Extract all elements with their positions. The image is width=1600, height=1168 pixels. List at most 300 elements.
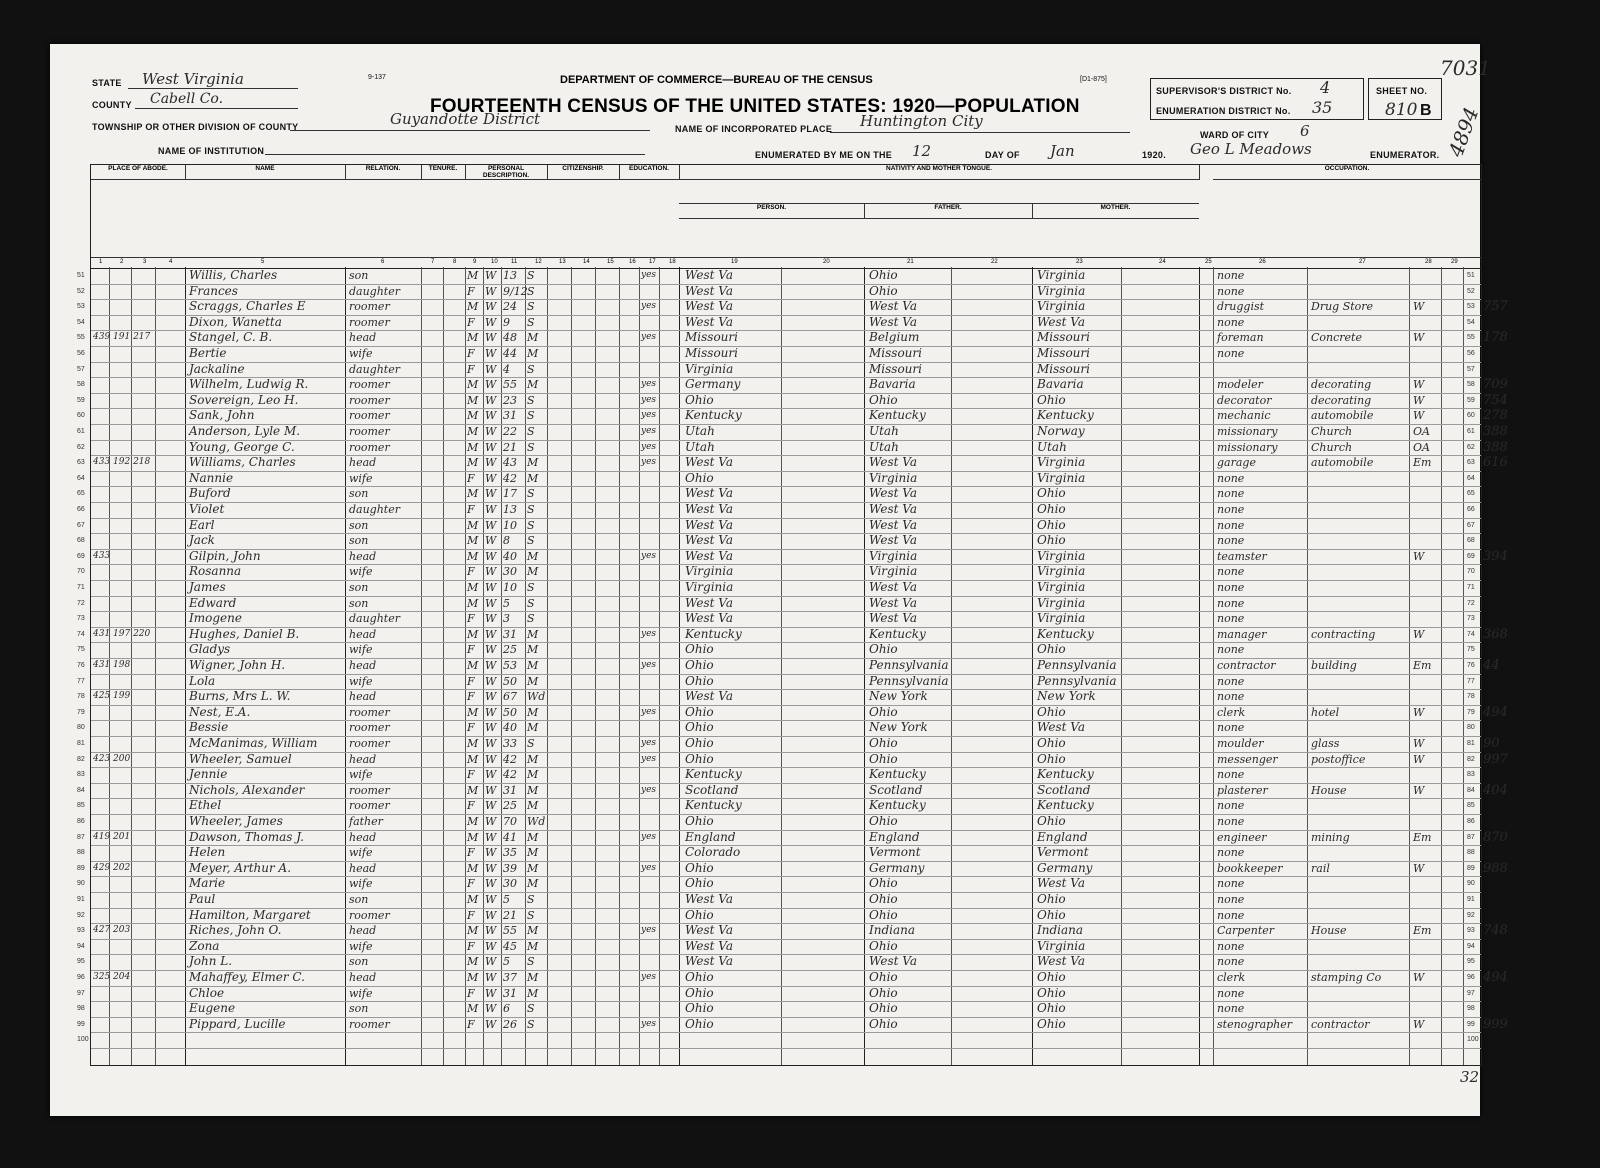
cell-race: W [485,269,497,282]
row-number: 79 [77,708,85,716]
cell-pob: Kentucky [685,408,742,423]
cell-dw [93,814,185,830]
cell-race: W [485,315,497,329]
column-number: 26 [1259,259,1266,265]
cell-rel: daughter [349,362,400,376]
cell-race: W [485,893,497,906]
cell-cls: Em [1413,924,1432,938]
cell-name: Wheeler, Samuel [189,751,292,766]
cell-name: Wigner, John H. [189,658,286,672]
table-row [77,876,1481,893]
cell-race: W [485,986,497,1000]
cell-ms: M [527,861,539,875]
cell-eng [641,642,677,658]
cell-sex: F [467,846,475,860]
cell-cls [1413,939,1441,955]
cell-ind: decorating [1311,393,1372,407]
cell-name: Scraggs, Charles E [189,299,306,314]
row-number: 80 [77,724,85,732]
cell-sex: F [467,877,475,891]
cell-sex: M [467,752,479,766]
cell-pob: Ohio [685,814,714,828]
cell-rel: roomer [349,315,390,329]
cell-mpob: Ohio [1037,704,1066,719]
cell-dw [93,393,185,409]
cell-age [503,1032,525,1048]
cell-trade: none [1217,690,1245,704]
cell-ms: S [527,362,535,376]
cell-dw: 431 198 [93,660,131,670]
row-number-right: 61 [1467,428,1475,435]
enumerator-label: ENUMERATOR. [1370,150,1440,160]
cell-rel: wife [349,471,373,485]
supervisor-label: SUPERVISOR'S DISTRICT No. [1156,86,1292,96]
row-number: 93 [77,927,85,935]
cell-dw [93,720,185,736]
cell-ind [1311,268,1407,284]
cell-eng: yes [641,925,657,936]
cell-age: 43 [503,456,517,470]
cell-dw [93,908,185,924]
group-tenure: TENURE. [421,165,466,180]
cell-name: Williams, Charles [189,455,296,470]
cell-eng: yes [641,441,657,452]
cell-pob: West Va [685,486,733,501]
margin-code: 388 [1483,424,1508,439]
cell-ind [1311,362,1407,378]
row-number-right: 82 [1467,755,1475,763]
cell-eng: yes [641,550,657,561]
cell-eng [641,845,677,861]
cell-cls: W [1413,737,1425,750]
cell-fpob: Utah [869,424,899,438]
row-number: 77 [77,677,85,685]
margin-code: 748 [1483,923,1508,939]
table-row [77,954,1481,971]
cell-name: Sovereign, Leo H. [189,392,299,407]
row-number-right: 92 [1467,911,1475,919]
cell-age: 40 [503,549,517,563]
cell-cls [1413,268,1441,284]
column-number: 29 [1451,259,1458,265]
cell-fpob: Indiana [869,923,916,938]
cell-pob: Ohio [685,736,714,750]
row-number: 85 [77,802,85,810]
row-number: 86 [77,818,85,825]
cell-sex: F [467,315,475,329]
cell-cls: W [1413,627,1425,641]
cell-age: 31 [503,627,517,641]
cell-age: 40 [503,721,517,735]
cell-ind [1311,284,1407,300]
cell-race: W [485,721,497,735]
table-row [77,642,1481,659]
cell-dw [93,377,185,393]
row-number-right: 62 [1467,443,1475,451]
cell-cls [1413,284,1441,300]
cell-eng [641,362,677,378]
cell-trade: engineer [1217,830,1267,844]
cell-ms: M [527,659,539,672]
row-number-right: 90 [1467,880,1475,888]
cell-pob: Ohio [685,720,714,735]
row-number: 63 [77,459,85,467]
cell-fpob: New York [869,720,928,735]
margin-code: 394 [1483,548,1508,564]
cell-fpob: Kentucky [869,798,926,813]
cell-rel: roomer [349,799,390,813]
cell-ms: M [527,378,539,392]
row-number-right: 51 [1467,272,1475,279]
cell-ms: M [527,846,539,860]
cell-race: W [485,425,497,438]
census-table [77,164,1508,1066]
table-row [77,1016,1508,1034]
cell-dw [93,783,185,799]
cell-name: John L. [189,954,233,969]
cell-sex: M [467,269,479,282]
cell-age: 44 [503,347,517,360]
cell-ind: stamping Co [1311,971,1382,984]
cell-sex: M [467,815,479,828]
row-number-right: 55 [1467,334,1475,342]
cell-fpob: Ohio [869,283,898,298]
cell-ind: Church [1311,440,1353,454]
cell-name: Dixon, Wanetta [189,314,282,329]
cell-dw [93,580,185,596]
row-number: 72 [77,599,85,607]
cell-race: W [485,908,497,922]
cell-trade: none [1217,471,1245,485]
cell-trade: stenographer [1217,1017,1293,1031]
cell-race: W [485,737,497,750]
cell-age: 5 [503,955,510,969]
cell-rel: roomer [349,409,390,423]
cell-rel: daughter [349,284,400,298]
cell-rel: wife [349,846,373,860]
cell-mpob: Virginia [1037,564,1086,579]
cell-eng [641,939,677,955]
township-value: Guyandotte District [390,110,540,128]
cell-ind: Drug Store [1311,300,1374,314]
row-number: 59 [77,396,85,404]
column-number: 21 [907,259,914,265]
cell-dw [93,284,185,300]
cell-dw [93,705,185,721]
cell-sex: M [467,581,479,594]
table-row [77,720,1481,737]
cell-rel: roomer [349,721,390,735]
cell-pob: Ohio [685,704,714,719]
cell-race: W [485,861,497,875]
cell-ind: postoffice [1311,752,1366,766]
row-number-right: 89 [1467,864,1475,872]
table-row [77,517,1481,535]
cell-trade: none [1217,846,1245,860]
cell-name: Eugene [189,1001,236,1016]
cell-pob: Ohio [685,658,714,672]
cell-sex: F [467,471,475,485]
cell-rel: roomer [349,1017,390,1031]
cell-name: Chloe [189,985,225,1000]
cell-dw [93,939,185,955]
cell-cls [1413,986,1441,1002]
margin-code: 709 [1483,377,1508,393]
cell-eng [641,892,677,908]
cell-sex: F [467,690,475,704]
cell-mpob: Missouri [1037,330,1090,345]
cell-race [485,1032,501,1048]
cell-trade: moulder [1217,737,1264,750]
row-number-right: 69 [1467,552,1475,560]
cell-ind [1311,892,1407,908]
cell-ms: M [527,627,539,641]
census-sheet [50,44,1508,1116]
table-row [77,377,1508,394]
cell-mpob: Missouri [1037,361,1090,376]
cell-age: 9/12 [503,284,528,298]
ward-value: 6 [1300,122,1310,140]
cell-mpob: Ohio [1037,1001,1066,1016]
cell-pob: West Va [685,923,733,938]
cell-pob: Ohio [685,985,714,1000]
cell-trade: none [1217,721,1245,735]
cell-trade: none [1217,908,1245,922]
cell-ind: contracting [1311,627,1376,641]
table-row [77,392,1508,410]
cell-trade: teamster [1217,549,1267,563]
row-number-right: 97 [1467,989,1475,997]
row-number-right: 70 [1467,568,1475,576]
cell-trade: none [1217,487,1245,501]
cell-ms: S [527,503,535,516]
cell-dw [93,736,185,752]
cell-dw [93,892,185,908]
row-number-right: 87 [1467,833,1475,841]
cell-mpob: Ohio [1037,736,1066,750]
row-number: 83 [77,771,85,779]
table-row [77,985,1481,1003]
cell-fpob: Ohio [869,1016,898,1031]
cell-ind [1311,845,1407,861]
cell-mpob: Utah [1037,439,1067,454]
cell-name: Mahaffey, Elmer C. [189,970,305,984]
cell-ms: M [527,939,539,953]
cell-pob: West Va [685,533,733,548]
cell-ms: M [527,830,539,844]
cell-pob: Colorado [685,845,741,860]
row-number-right: 88 [1467,849,1475,857]
cell-pob: West Va [685,314,733,329]
cell-trade: none [1217,986,1245,1000]
cell-ind [1311,939,1407,955]
row-number-right: 56 [1467,350,1475,357]
subgroup-father: FATHER. [864,203,1033,219]
margin-code: 388 [1483,439,1508,455]
cell-dw [93,876,185,892]
cell-eng: yes [641,410,657,421]
table-row [77,455,1508,472]
cell-mpob: Ohio [1037,1016,1066,1031]
cell-ind [1311,876,1407,892]
state-value: West Virginia [142,70,244,88]
cell-mpob: Vermont [1037,845,1089,860]
cell-ms: S [527,440,535,454]
cell-rel: wife [349,768,373,782]
cell-sex: M [467,534,479,548]
cell-pob: Germany [685,377,741,392]
cell-mpob: Norway [1037,424,1085,438]
cell-ind [1311,908,1407,924]
margin-code: 870 [1483,829,1508,845]
cell-eng: yes [641,332,657,343]
cell-pob: Ohio [685,860,714,875]
cell-mpob: Kentucky [1037,798,1094,813]
corner-number: 7031 [1440,56,1491,80]
cell-age: 26 [503,1017,517,1031]
cell-eng [641,284,677,300]
cell-sex: F [467,612,475,626]
table-row [77,408,1508,425]
column-number: 27 [1359,259,1366,265]
cell-eng [641,986,677,1002]
row-number: 87 [77,833,85,841]
cell-name: Sank, John [189,408,255,423]
cell-cls: W [1413,378,1425,392]
cell-eng: yes [641,1018,657,1029]
cell-age: 55 [503,378,517,392]
group-nativity: NATIVITY AND MOTHER TONGUE. [679,165,1200,180]
cell-dw [93,518,185,534]
cell-dw [93,440,185,456]
cell-rel: head [349,830,377,844]
cell-mpob: Ohio [1037,985,1066,1000]
group-citizenship: CITIZENSHIP. [547,165,620,180]
row-number-right: 98 [1467,1005,1475,1013]
cell-eng: yes [641,426,657,436]
cell-age: 53 [503,659,517,672]
cell-ind [1311,689,1407,705]
cell-trade: mechanic [1217,409,1271,423]
cell-dw [93,346,185,362]
cell-eng: yes [641,738,657,748]
table-row [77,283,1481,301]
cell-rel: wife [349,643,373,657]
cell-cls [1413,533,1441,549]
cell-rel: daughter [349,503,400,516]
cell-name: Wilhelm, Ludwig R. [189,377,309,392]
cell-ind: contractor [1311,1017,1370,1031]
cell-ms: M [527,347,539,360]
cell-ind [1311,986,1407,1002]
cell-fpob: West Va [869,486,917,501]
cell-sex: F [467,986,475,1000]
row-number-right: 96 [1467,974,1475,981]
cell-fpob: West Va [869,533,917,548]
cell-race: W [485,768,497,782]
table-row [77,299,1508,316]
cell-trade: clerk [1217,705,1246,719]
cell-cls [1413,908,1441,924]
enumeration-value: 35 [1312,98,1333,117]
cell-fpob: Ohio [869,892,898,906]
cell-pob: West Va [685,689,733,704]
cell-fpob: England [869,829,920,844]
cell-ind [1311,814,1407,830]
cell-trade: none [1217,315,1245,329]
cell-trade: clerk [1217,971,1246,984]
row-number-right: 75 [1467,646,1475,654]
row-number: 94 [77,942,85,950]
cell-sex: M [467,487,479,501]
margin-code: 616 [1483,455,1508,471]
cell-race: W [485,939,497,953]
cell-age: 35 [503,846,517,860]
cell-eng: yes [641,270,657,280]
cell-fpob: Vermont [869,845,921,860]
row-number: 55 [77,334,85,342]
row-number: 90 [77,880,85,888]
cell-fpob: Ohio [869,876,898,891]
table-row [77,970,1508,987]
cell-fpob: West Va [869,299,917,314]
column-number: 17 [649,259,656,265]
cell-ms: S [527,425,535,438]
cell-race: W [485,705,497,719]
row-number: 65 [77,490,85,498]
column-number: 7 [431,259,435,265]
cell-dw: 419 201 [93,831,131,842]
cell-cls [1413,471,1441,487]
cell-pob: England [685,829,736,844]
cell-ms: M [527,768,539,782]
cell-rel: wife [349,347,373,360]
cell-name: Hamilton, Margaret [189,907,311,922]
cell-pob: Virginia [685,361,734,376]
cell-cls: W [1413,409,1425,423]
cell-cls [1413,611,1441,627]
ward-label: WARD OF CITY [1200,130,1270,140]
cell-dw [93,798,185,814]
cell-sex: M [467,627,479,641]
cell-age: 13 [503,503,517,516]
cell-trade [1217,362,1307,378]
row-number: 62 [77,443,85,451]
cell-dw [93,486,185,502]
group-place-of-abode: PLACE OF ABODE. [91,165,186,180]
enumerated-day: 12 [912,142,932,160]
cell-mpob: New York [1037,689,1096,704]
cell-rel: son [349,518,369,532]
cell-pob: Ohio [685,970,714,984]
row-number-right: 85 [1467,802,1475,810]
cell-pob: Ohio [685,392,714,407]
column-number: 13 [559,259,566,265]
cell-age: 42 [503,752,517,766]
cell-eng: yes [641,972,657,982]
cell-rel: head [349,690,377,704]
cell-sex: M [467,893,479,906]
table-row [77,1001,1481,1018]
row-number: 57 [77,365,85,373]
cell-eng [641,315,677,331]
cell-cls: W [1413,971,1425,984]
cell-mpob: Ohio [1037,907,1066,922]
cell-name: Lola [189,673,216,688]
cell-rel: son [349,534,369,548]
cell-eng: yes [641,660,657,670]
cell-eng [641,674,677,690]
